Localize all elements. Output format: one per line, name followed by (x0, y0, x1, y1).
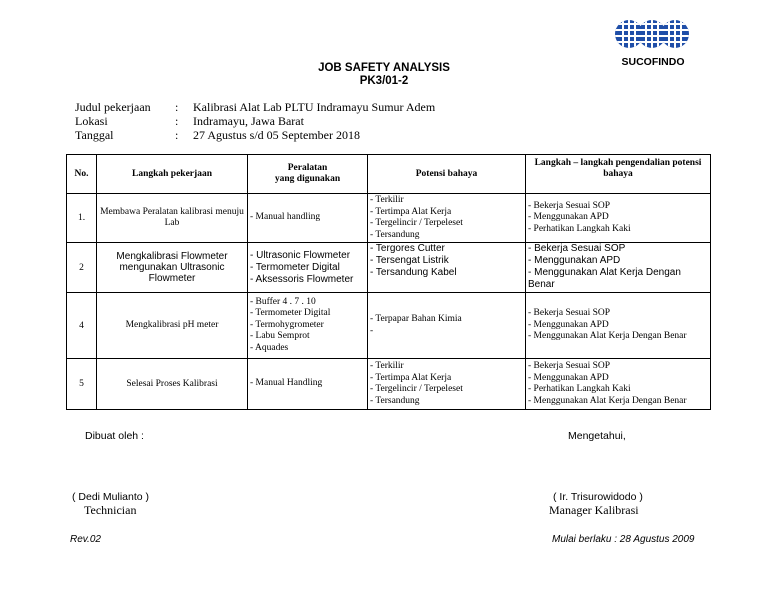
hazard-item: - Terpapar Bahan Kimia (370, 314, 462, 324)
hazard-item: - Tersandung (370, 395, 420, 406)
job-info-separator: : (175, 100, 179, 114)
header-step: Langkah pekerjaan (97, 155, 248, 194)
job-info-row (75, 128, 435, 142)
row-tools (248, 194, 368, 243)
control-item: - Menggunakan APD (528, 255, 621, 266)
hazard-item: - Terkilir (370, 361, 404, 371)
revision-label: Rev.02 (70, 534, 101, 545)
job-info-separator: : (175, 128, 179, 142)
header-control (526, 155, 711, 194)
hazard-item: - Terkilir (370, 195, 404, 205)
header-control-line: Langkah – langkah pengendalian potensi (534, 158, 702, 168)
tool-item: - Termometer Digital (250, 261, 340, 273)
control-item: - Menggunakan APD (528, 212, 609, 223)
table-row (67, 293, 711, 359)
document-title (250, 62, 518, 88)
control-item: - Menggunakan Alat Kerja Dengan Benar (528, 331, 687, 342)
hazard-item: - Tergelincir / Terpeleset (370, 218, 463, 228)
control-item: - Perhatikan Langkah Kaki (528, 384, 631, 394)
control-item: - Menggunakan Alat Kerja Dengan Benar (528, 395, 687, 406)
job-info-label: Tanggal (75, 128, 114, 142)
row-controls (526, 194, 711, 243)
row-tools (248, 293, 368, 359)
row-step: Selesai Proses Kalibrasi (97, 359, 248, 410)
table-row (67, 243, 711, 293)
control-item: - Bekerja Sesuai SOP (528, 361, 611, 371)
job-info-separator: : (175, 114, 179, 128)
prepared-by-name: ( Dedi Mulianto ) (72, 491, 150, 503)
effective-date: Mulai berlaku : 28 Agustus 2009 (552, 534, 695, 545)
control-item: - Menggunakan APD (528, 319, 609, 330)
tool-item: - Buffer 4 . 7 . 10 (250, 296, 316, 307)
sucofindo-logo-icon (614, 18, 690, 50)
row-tools (248, 359, 368, 410)
job-info-row (75, 100, 435, 114)
control-item: - Menggunakan Alat Kerja Dengan Benar (528, 267, 681, 290)
row-hazards (368, 243, 526, 293)
prepared-by-role: Technician (84, 503, 137, 517)
title-text: JOB SAFETY ANALYSIS (318, 62, 450, 74)
document-code: PK3/01-2 (359, 75, 409, 87)
header-tools (248, 155, 368, 194)
header-hazard: Potensi bahaya (368, 155, 526, 194)
job-info (75, 100, 435, 142)
hazard-item: - Tersandung Kabel (370, 267, 457, 278)
hazard-item: - Tergores Cutter (370, 243, 445, 254)
header-tools-line: yang digunakan (274, 174, 341, 184)
hazard-item: - (370, 325, 374, 336)
control-item: - Bekerja Sesuai SOP (528, 308, 611, 319)
tool-item: - Ultrasonic Flowmeter (250, 249, 351, 261)
company-name: SUCOFINDO (621, 56, 685, 68)
prepared-by-caption: Dibuat oleh : (85, 430, 144, 442)
job-info-label: Lokasi (75, 114, 108, 128)
table-header-row (67, 155, 711, 194)
acknowledged-name: ( Ir. Trisurowidodo ) (553, 491, 643, 503)
control-item: - Bekerja Sesuai SOP (528, 200, 611, 211)
header-no: No. (67, 155, 97, 194)
job-info-row (75, 114, 435, 128)
job-info-value: 27 Agustus s/d 05 September 2018 (193, 128, 360, 142)
row-number: 5 (67, 359, 97, 410)
hazard-item: - Tersandung (370, 229, 420, 240)
job-info-value: Indramayu, Jawa Barat (193, 114, 304, 128)
job-info-label: Judul pekerjaan (75, 100, 151, 114)
job-info-value: Kalibrasi Alat Lab PLTU Indramayu Sumur Adem (193, 100, 436, 114)
row-number: 1. (67, 194, 97, 243)
tool-item: - Labu Semprot (250, 331, 310, 342)
row-hazards (368, 194, 526, 243)
row-step: Mengkalibrasi pH meter (97, 293, 248, 359)
tool-item: - Aksessoris Flowmeter (250, 273, 354, 285)
jsa-table (66, 154, 711, 410)
row-number: 4 (67, 293, 97, 359)
acknowledged-role: Manager Kalibrasi (549, 503, 639, 517)
control-item: - Bekerja Sesuai SOP (528, 243, 626, 254)
tool-item: - Aquades (250, 342, 289, 353)
header-control-line: bahaya (603, 169, 633, 179)
row-hazards (368, 293, 526, 359)
header-tools-line: Peralatan (287, 163, 328, 173)
hazard-item: - Tersengat Listrik (370, 255, 449, 266)
row-controls (526, 293, 711, 359)
tool-item: - Manual handling (250, 212, 321, 223)
row-step: Membawa Peralatan kalibrasi menuju Lab (97, 194, 248, 243)
tool-item: - Manual Handling (250, 378, 323, 389)
tool-item: - Termohygrometer (250, 319, 324, 330)
control-item: - Menggunakan APD (528, 372, 609, 383)
row-controls (526, 359, 711, 410)
row-number: 2 (67, 243, 97, 293)
table-row (67, 359, 711, 410)
row-hazards (368, 359, 526, 410)
table-row (67, 194, 711, 243)
tool-item: - Termometer Digital (250, 308, 331, 319)
hazard-item: - Tertimpa Alat Kerja (370, 206, 452, 217)
hazard-item: - Tertimpa Alat Kerja (370, 372, 452, 383)
control-item: - Perhatikan Langkah Kaki (528, 223, 631, 234)
row-controls (526, 243, 711, 293)
row-tools (248, 243, 368, 293)
row-step: Mengkalibrasi Flowmeter mengunakan Ultrasonic Flowmeter (97, 243, 248, 293)
acknowledged-caption: Mengetahui, (568, 430, 626, 442)
hazard-item: - Tergelincir / Terpeleset (370, 384, 463, 394)
